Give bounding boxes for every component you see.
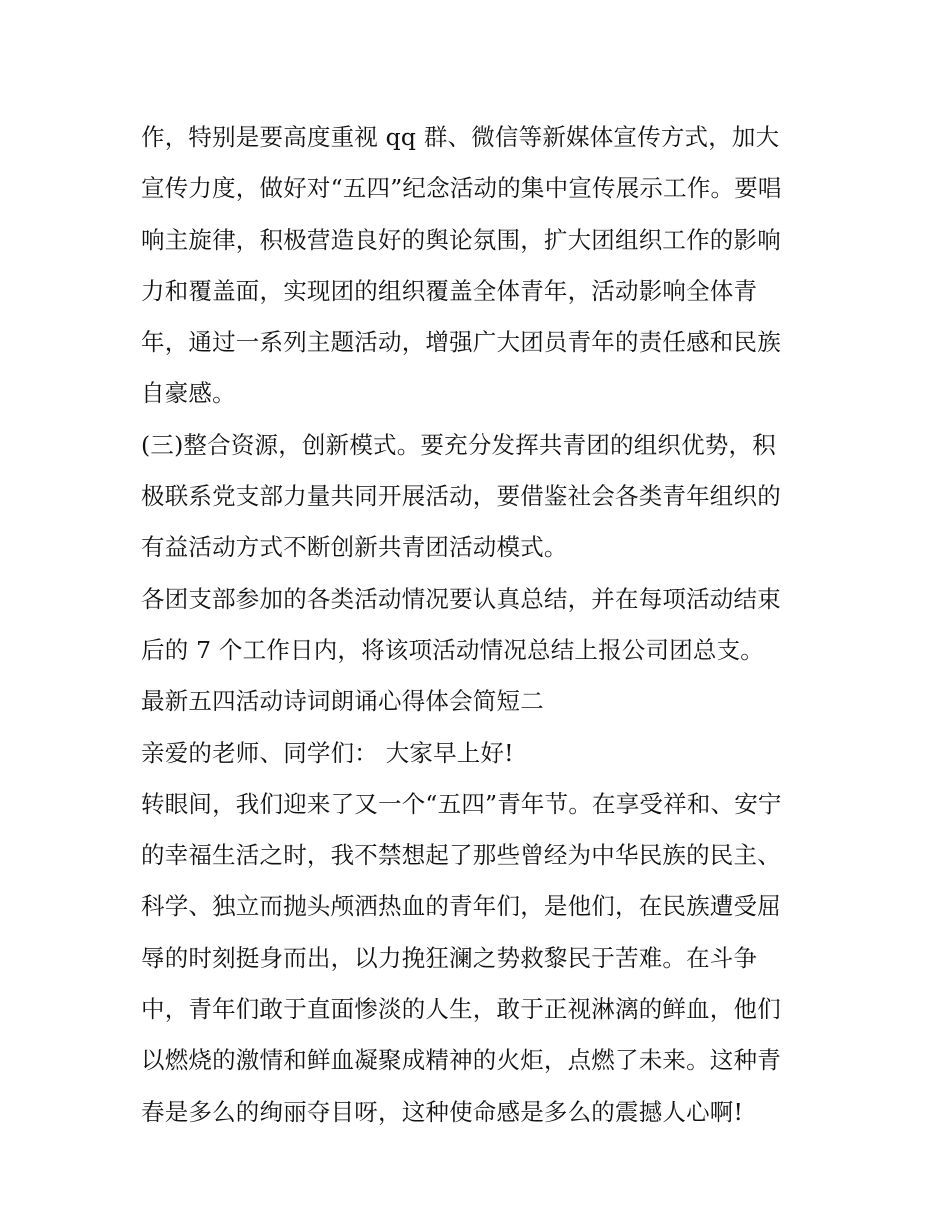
text-line-15: 的幸福生活之时，我不禁想起了那些曾经为中华民族的民主、 <box>141 841 781 870</box>
text-line-2: 宣传力度，做好对“五四”纪念活动的集中宣传展示工作。要唱 <box>141 174 782 203</box>
text-line-1: 作，特别是要高度重视 qq 群、微信等新媒体宣传方式，加大 <box>141 123 780 151</box>
text-line-17: 辱的时刻挺身而出，以力挽狂澜之势救黎民于苦难。在斗争 <box>141 943 758 972</box>
text-line-3: 响主旋律，积极营造良好的舆论氛围，扩大团组织工作的影响 <box>141 225 781 254</box>
text-line-19: 以燃烧的激情和鲜血凝聚成精神的火炬，点燃了未来。这种青 <box>141 1046 781 1075</box>
text-line-4: 力和覆盖面，实现团的组织覆盖全体青年，活动影响全体青 <box>141 276 758 305</box>
text-line-5: 年，通过一系列主题活动，增强广大团员青年的责任感和民族 <box>141 328 781 357</box>
text-line-18: 中，青年们敢于直面惨淡的人生，敢于正视淋漓的鲜血，他们 <box>141 995 781 1024</box>
document-page <box>141 112 821 1138</box>
text-line-10: 各团支部参加的各类活动情况要认真总结，并在每项活动结束 <box>141 584 781 613</box>
text-line-16: 科学、独立而抛头颅洒热血的青年们，是他们，在民族遭受屈 <box>141 892 781 921</box>
section-heading: 最新五四活动诗词朗诵心得体会简短二 <box>141 687 544 716</box>
text-line-8: 极联系党支部力量共同开展活动，要借鉴社会各类青年组织的 <box>141 482 781 511</box>
text-line-20: 春是多么的绚丽夺目呀，这种使命感是多么的震撼人心啊! <box>141 1097 744 1126</box>
text-line-7: (三)整合资源，创新模式。要充分发挥共青团的组织优势，积 <box>141 430 776 459</box>
greeting-line: 亲爱的老师、同学们： 大家早上好! <box>141 738 514 767</box>
text-line-11: 后的 7 个工作日内，将该项活动情况总结上报公司团总支。 <box>141 635 764 664</box>
text-line-9: 有益活动方式不断创新共青团活动模式。 <box>141 533 568 562</box>
text-line-6: 自豪感。 <box>141 379 236 408</box>
text-line-14: 转眼间，我们迎来了又一个“五四”青年节。在享受祥和、安宁 <box>141 789 782 818</box>
